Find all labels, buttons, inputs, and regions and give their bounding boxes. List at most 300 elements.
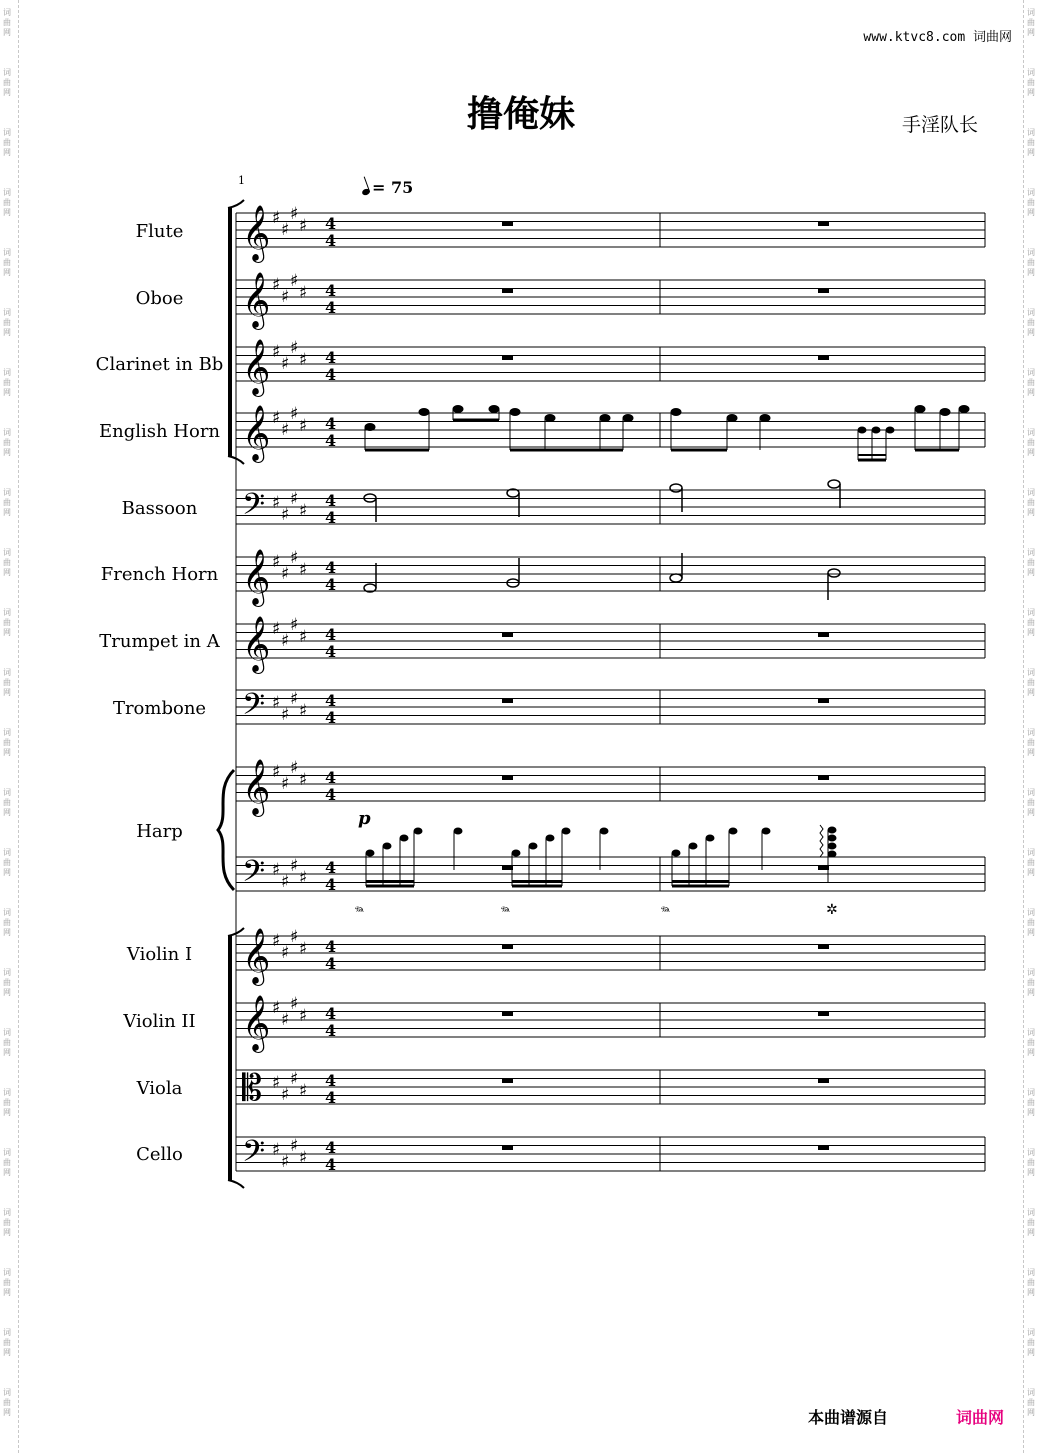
watermark-char: 词 — [3, 488, 11, 497]
instrument-label-violin-1: Violin I — [126, 944, 193, 965]
watermark-char: 曲 — [3, 198, 11, 207]
time-signature-top: 4 — [325, 937, 337, 956]
time-signature-top: 4 — [325, 281, 337, 300]
sharp-icon: ♯ — [290, 856, 299, 876]
sharp-icon: ♯ — [290, 271, 299, 291]
sharp-icon: ♯ — [299, 939, 308, 959]
watermark-char: 网 — [1027, 208, 1035, 217]
time-signature-top: 4 — [325, 858, 337, 877]
whole-rest — [818, 699, 829, 704]
time-signature-bottom: 4 — [325, 642, 337, 661]
watermark-char: 网 — [3, 628, 11, 637]
watermark-char: 网 — [1027, 1348, 1035, 1357]
watermark-char: 曲 — [3, 1218, 11, 1227]
sharp-icon: ♯ — [299, 627, 308, 647]
whole-rest — [818, 1146, 829, 1151]
watermark-char: 词 — [1027, 668, 1035, 677]
watermark-char: 网 — [1027, 1288, 1035, 1297]
watermark-char: 词 — [1027, 368, 1035, 377]
watermark-char: 词 — [1027, 788, 1035, 797]
watermark-char: 网 — [3, 1408, 11, 1417]
watermark-char: 词 — [1027, 248, 1035, 257]
time-signature-bottom: 4 — [325, 875, 337, 894]
watermark-char: 词 — [1027, 1208, 1035, 1217]
sharp-icon: ♯ — [299, 1148, 308, 1168]
staff — [236, 548, 985, 607]
watermark-char: 曲 — [3, 498, 11, 507]
watermark-char: 曲 — [3, 1098, 11, 1107]
sharp-icon: ♯ — [299, 1081, 308, 1101]
time-signature-bottom: 4 — [325, 365, 337, 384]
site-url: www.ktvc8.com 词曲网 — [863, 30, 1012, 45]
sharp-icon: ♯ — [299, 283, 308, 303]
watermark-char: 词 — [1027, 1148, 1035, 1157]
composer: 手淫队长 — [901, 114, 978, 136]
watermark-char: 网 — [3, 508, 11, 517]
watermark-char: 网 — [3, 748, 11, 757]
watermark-char: 曲 — [3, 138, 11, 147]
whole-rest — [818, 222, 829, 227]
watermark-char: 曲 — [3, 738, 11, 747]
french-horn-notes — [364, 553, 840, 600]
instrument-label-english-horn: English Horn — [98, 421, 221, 442]
watermark-char: 网 — [1027, 448, 1035, 457]
time-signature-bottom: 4 — [325, 431, 337, 450]
bass-clef-icon: 𝄢 — [242, 855, 266, 896]
instrument-label-cello: Cello — [136, 1144, 183, 1165]
watermark-char: 词 — [3, 248, 11, 257]
pedal-mark-3: 𝆮 — [661, 904, 671, 920]
watermark-char: 词 — [3, 308, 11, 317]
whole-rest — [818, 1012, 829, 1017]
watermark-char: 网 — [3, 568, 11, 577]
sharp-icon: ♯ — [299, 216, 308, 236]
measure-number: 1 — [238, 174, 245, 187]
watermark-char: 曲 — [3, 258, 11, 267]
whole-rest — [502, 699, 513, 704]
watermark-char: 曲 — [1027, 1398, 1035, 1407]
watermark-char: 词 — [1027, 68, 1035, 77]
whole-rest — [502, 633, 513, 638]
watermark-char: 词 — [1027, 1028, 1035, 1037]
watermark-char: 曲 — [3, 618, 11, 627]
watermark-char: 网 — [3, 1168, 11, 1177]
watermark-char: 曲 — [3, 438, 11, 447]
sharp-icon: ♯ — [290, 994, 299, 1014]
time-signature-top: 4 — [325, 558, 337, 577]
time-signature-bottom: 4 — [325, 708, 337, 727]
whole-rest — [502, 866, 513, 871]
sharp-icon: ♯ — [272, 931, 281, 951]
watermark-char: 曲 — [1027, 498, 1035, 507]
watermark-char: 词 — [3, 8, 11, 17]
instrument-label-clarinet: Clarinet in Bb — [95, 354, 224, 375]
watermark-char: 词 — [3, 1208, 11, 1217]
sharp-icon: ♯ — [299, 350, 308, 370]
time-signature-bottom: 4 — [325, 298, 337, 317]
staff — [236, 758, 985, 817]
sharp-icon: ♯ — [272, 998, 281, 1018]
watermark-char: 词 — [3, 608, 11, 617]
watermark-char: 词 — [1027, 728, 1035, 737]
time-signature-top: 4 — [325, 1004, 337, 1023]
watermark-char: 词 — [1027, 968, 1035, 977]
whole-rest — [502, 776, 513, 781]
watermark-char: 网 — [3, 148, 11, 157]
time-signature-bottom: 4 — [325, 231, 337, 250]
instrument-label-french-horn: French Horn — [100, 564, 219, 585]
sharp-icon: ♯ — [290, 489, 299, 509]
watermark-char: 词 — [3, 728, 11, 737]
watermark-char: 网 — [1027, 568, 1035, 577]
watermark-char: 曲 — [3, 798, 11, 807]
watermark-char: 网 — [1027, 1048, 1035, 1057]
whole-rest — [502, 289, 513, 294]
watermark-char: 网 — [3, 208, 11, 217]
sharp-icon: ♯ — [281, 220, 290, 240]
instrument-label-flute: Flute — [135, 221, 184, 242]
sharp-icon: ♯ — [272, 860, 281, 880]
pedal-release-mark: ✲ — [826, 902, 838, 918]
watermark-char: 网 — [1027, 808, 1035, 817]
watermark-char: 网 — [1027, 988, 1035, 997]
sharp-icon: ♯ — [299, 868, 308, 888]
sharp-icon: ♯ — [281, 1152, 290, 1172]
watermark-char: 词 — [1027, 908, 1035, 917]
sharp-icon: ♯ — [281, 872, 290, 892]
sharp-icon: ♯ — [272, 619, 281, 639]
watermark-char: 词 — [3, 188, 11, 197]
staff — [236, 338, 985, 397]
bass-clef-icon: 𝄢 — [242, 1135, 266, 1176]
whole-rest — [818, 866, 829, 871]
treble-clef-icon: 𝄞 — [242, 272, 271, 328]
time-signature-top: 4 — [325, 691, 337, 710]
watermark-char: 曲 — [1027, 1278, 1035, 1287]
watermark-char: 词 — [1027, 848, 1035, 857]
watermark-char: 网 — [1027, 388, 1035, 397]
sharp-icon: ♯ — [281, 943, 290, 963]
sharp-icon: ♯ — [272, 342, 281, 362]
sharp-icon: ♯ — [272, 1140, 281, 1160]
watermark-char: 词 — [3, 1268, 11, 1277]
whole-rest — [502, 1146, 513, 1151]
watermark-char: 网 — [3, 1048, 11, 1057]
time-signature-bottom: 4 — [325, 508, 337, 527]
instrument-label-trombone: Trombone — [112, 698, 207, 719]
watermark-char: 词 — [1027, 488, 1035, 497]
sharp-icon: ♯ — [272, 762, 281, 782]
sharp-icon: ♯ — [281, 354, 290, 374]
sharp-icon: ♯ — [299, 1006, 308, 1026]
watermark-char: 词 — [3, 128, 11, 137]
sharp-icon: ♯ — [272, 693, 281, 713]
tempo-value: = 75 — [372, 178, 414, 197]
staff — [236, 855, 985, 896]
sharp-icon: ♯ — [272, 493, 281, 513]
watermark-char: 网 — [3, 88, 11, 97]
watermark-char: 曲 — [1027, 798, 1035, 807]
watermark-char: 词 — [3, 788, 11, 797]
sharp-icon: ♯ — [272, 275, 281, 295]
whole-rest — [502, 945, 513, 950]
sharp-icon: ♯ — [281, 420, 290, 440]
whole-rest — [502, 222, 513, 227]
time-signature-bottom: 4 — [325, 575, 337, 594]
watermark-char: 网 — [1027, 148, 1035, 157]
watermark-char: 网 — [1027, 28, 1035, 37]
sharp-icon: ♯ — [299, 416, 308, 436]
sharp-icon: ♯ — [290, 404, 299, 424]
watermark-char: 词 — [1027, 1088, 1035, 1097]
watermark-char: 网 — [1027, 328, 1035, 337]
time-signature-top: 4 — [325, 1138, 337, 1157]
sharp-icon: ♯ — [299, 770, 308, 790]
watermark-char: 网 — [1027, 268, 1035, 277]
sharp-icon: ♯ — [281, 705, 290, 725]
sharp-icon: ♯ — [290, 615, 299, 635]
watermark-char: 网 — [1027, 1228, 1035, 1237]
sharp-icon: ♯ — [290, 758, 299, 778]
sharp-icon: ♯ — [281, 631, 290, 651]
watermark-char: 网 — [3, 868, 11, 877]
watermark-char: 网 — [3, 268, 11, 277]
watermark-char: 词 — [1027, 428, 1035, 437]
staff — [236, 204, 985, 263]
watermark-char: 词 — [3, 968, 11, 977]
watermark-char: 词 — [3, 848, 11, 857]
whole-rest — [818, 776, 829, 781]
time-signature-bottom: 4 — [325, 1088, 337, 1107]
sharp-icon: ♯ — [290, 689, 299, 709]
staff — [236, 271, 985, 330]
watermark-char: 词 — [3, 908, 11, 917]
watermark-char: 词 — [3, 1028, 11, 1037]
watermark-char: 词 — [1027, 608, 1035, 617]
whole-rest — [818, 1079, 829, 1084]
bass-clef-icon: 𝄢 — [242, 688, 266, 729]
time-signature-top: 4 — [325, 1071, 337, 1090]
watermark-char: 词 — [1027, 548, 1035, 557]
treble-clef-icon: 𝄞 — [242, 759, 271, 815]
watermark-char: 词 — [1027, 188, 1035, 197]
watermark-char: 词 — [3, 668, 11, 677]
watermark-char: 网 — [1027, 748, 1035, 757]
watermark-char: 词 — [3, 368, 11, 377]
watermark-char: 曲 — [1027, 1158, 1035, 1167]
watermark-char: 词 — [1027, 308, 1035, 317]
watermark-char: 网 — [1027, 688, 1035, 697]
watermark-char: 网 — [3, 328, 11, 337]
dynamic-p: p — [358, 808, 371, 829]
sharp-icon: ♯ — [281, 505, 290, 525]
watermark-char: 曲 — [1027, 738, 1035, 747]
watermark-char: 网 — [1027, 628, 1035, 637]
watermark-char: 曲 — [3, 378, 11, 387]
watermark-char: 曲 — [1027, 438, 1035, 447]
sharp-icon: ♯ — [281, 564, 290, 584]
time-signature-bottom: 4 — [325, 785, 337, 804]
watermark-char: 曲 — [1027, 78, 1035, 87]
instrument-label-harp: Harp — [136, 821, 183, 842]
score-title: 撸俺妹 — [466, 94, 575, 135]
bass-clef-icon: 𝄢 — [242, 488, 266, 529]
treble-clef-icon: 𝄞 — [242, 995, 271, 1051]
sharp-icon: ♯ — [290, 1069, 299, 1089]
watermark-char: 曲 — [1027, 378, 1035, 387]
treble-clef-icon: 𝄞 — [242, 616, 271, 672]
watermark-char: 网 — [1027, 1408, 1035, 1417]
treble-clef-icon: 𝄞 — [242, 549, 271, 605]
time-signature-top: 4 — [325, 348, 337, 367]
sharp-icon: ♯ — [272, 208, 281, 228]
watermark-char: 词 — [3, 428, 11, 437]
staff — [236, 1068, 985, 1109]
watermark-char: 曲 — [3, 1338, 11, 1347]
whole-rest — [818, 356, 829, 361]
watermark-char: 曲 — [1027, 198, 1035, 207]
time-signature-top: 4 — [325, 414, 337, 433]
sharp-icon: ♯ — [272, 552, 281, 572]
watermark-char: 网 — [3, 808, 11, 817]
watermark-char: 曲 — [1027, 678, 1035, 687]
time-signature-top: 4 — [325, 491, 337, 510]
instrument-label-oboe: Oboe — [135, 288, 184, 309]
staff — [236, 1135, 985, 1176]
staff — [236, 927, 985, 986]
watermark-char: 曲 — [1027, 1338, 1035, 1347]
watermark-char: 曲 — [3, 318, 11, 327]
sharp-icon: ♯ — [281, 1085, 290, 1105]
pedal-mark-2: 𝆮 — [501, 904, 511, 920]
time-signature-top: 4 — [325, 768, 337, 787]
staff — [236, 994, 985, 1053]
watermark-char: 曲 — [1027, 918, 1035, 927]
sharp-icon: ♯ — [281, 287, 290, 307]
sharp-icon: ♯ — [299, 501, 308, 521]
time-signature-bottom: 4 — [325, 954, 337, 973]
watermark-char: 网 — [3, 1348, 11, 1357]
sharp-icon: ♯ — [290, 927, 299, 947]
watermark-char: 词 — [1027, 8, 1035, 17]
alto-clef-icon: 𝄡 — [242, 1068, 263, 1109]
time-signature-bottom: 4 — [325, 1021, 337, 1040]
watermark-char: 词 — [1027, 1328, 1035, 1337]
watermark-char: 曲 — [3, 1038, 11, 1047]
watermark-char: 网 — [3, 988, 11, 997]
harp-brace — [218, 770, 234, 890]
watermark-char: 曲 — [1027, 18, 1035, 27]
watermark-char: 词 — [3, 68, 11, 77]
watermark-char: 曲 — [1027, 558, 1035, 567]
watermark-char: 曲 — [3, 918, 11, 927]
staff — [236, 615, 985, 674]
watermark-char: 网 — [3, 928, 11, 937]
treble-clef-icon: 𝄞 — [242, 205, 271, 261]
watermark-char: 网 — [3, 1228, 11, 1237]
watermark-char: 曲 — [1027, 1098, 1035, 1107]
whole-rest — [502, 356, 513, 361]
watermark-char: 曲 — [1027, 618, 1035, 627]
sharp-icon: ♯ — [290, 548, 299, 568]
watermark-char: 曲 — [3, 1398, 11, 1407]
watermark-char: 曲 — [3, 978, 11, 987]
watermark-char: 曲 — [1027, 978, 1035, 987]
watermark-char: 词 — [3, 1388, 11, 1397]
treble-clef-icon: 𝄞 — [242, 928, 271, 984]
sharp-icon: ♯ — [299, 560, 308, 580]
watermark-char: 曲 — [1027, 858, 1035, 867]
watermark-char: 曲 — [1027, 138, 1035, 147]
watermark-char: 曲 — [1027, 258, 1035, 267]
watermark-char: 网 — [3, 1108, 11, 1117]
sharp-icon: ♯ — [272, 408, 281, 428]
whole-rest — [502, 1079, 513, 1084]
watermark-char: 曲 — [1027, 1038, 1035, 1047]
instrument-label-viola: Viola — [136, 1078, 183, 1099]
watermark-char: 曲 — [3, 18, 11, 27]
treble-clef-icon: 𝄞 — [242, 405, 271, 461]
english-horn-notes — [365, 406, 969, 461]
watermark-char: 网 — [1027, 868, 1035, 877]
watermark-char: 词 — [3, 548, 11, 557]
watermark-char: 曲 — [3, 1158, 11, 1167]
watermark-char: 网 — [3, 1288, 11, 1297]
watermark-char: 网 — [1027, 1108, 1035, 1117]
whole-rest — [818, 945, 829, 950]
time-signature-bottom: 4 — [325, 1155, 337, 1174]
time-signature-top: 4 — [325, 625, 337, 644]
watermark-char: 词 — [1027, 128, 1035, 137]
sharp-icon: ♯ — [272, 1073, 281, 1093]
watermark-char: 网 — [1027, 88, 1035, 97]
watermark-char: 网 — [1027, 1168, 1035, 1177]
watermark-char: 网 — [1027, 508, 1035, 517]
whole-rest — [502, 1012, 513, 1017]
watermark-char: 词 — [1027, 1388, 1035, 1397]
staff — [236, 688, 985, 729]
instrument-label-trumpet: Trumpet in A — [99, 631, 220, 652]
watermark-char: 词 — [1027, 1268, 1035, 1277]
watermark-char: 曲 — [3, 678, 11, 687]
instrument-label-violin-2: Violin II — [123, 1011, 196, 1032]
watermark-char: 词 — [3, 1328, 11, 1337]
watermark-char: 曲 — [1027, 1218, 1035, 1227]
watermark-char: 网 — [3, 688, 11, 697]
pedal-mark-1: 𝆮 — [355, 904, 365, 920]
harp-arpeggios — [366, 825, 836, 886]
whole-rest — [818, 289, 829, 294]
sharp-icon: ♯ — [281, 1010, 290, 1030]
sharp-icon: ♯ — [281, 774, 290, 794]
watermark-char: 曲 — [3, 78, 11, 87]
watermark-char: 词 — [3, 1088, 11, 1097]
sharp-icon: ♯ — [290, 1136, 299, 1156]
treble-clef-icon: 𝄞 — [242, 339, 271, 395]
watermark-char: 网 — [3, 388, 11, 397]
watermark-char: 网 — [1027, 928, 1035, 937]
sharp-icon: ♯ — [290, 204, 299, 224]
staff — [236, 488, 985, 529]
instrument-label-bassoon: Bassoon — [121, 498, 198, 519]
time-signature-top: 4 — [325, 214, 337, 233]
footer-source-site[interactable]: 词曲网 — [956, 1408, 1005, 1427]
footer-source-label: 本曲谱源自 — [808, 1408, 889, 1427]
sharp-icon: ♯ — [299, 701, 308, 721]
watermark-char: 曲 — [3, 858, 11, 867]
watermark-char: 曲 — [1027, 318, 1035, 327]
watermark-char: 网 — [3, 28, 11, 37]
